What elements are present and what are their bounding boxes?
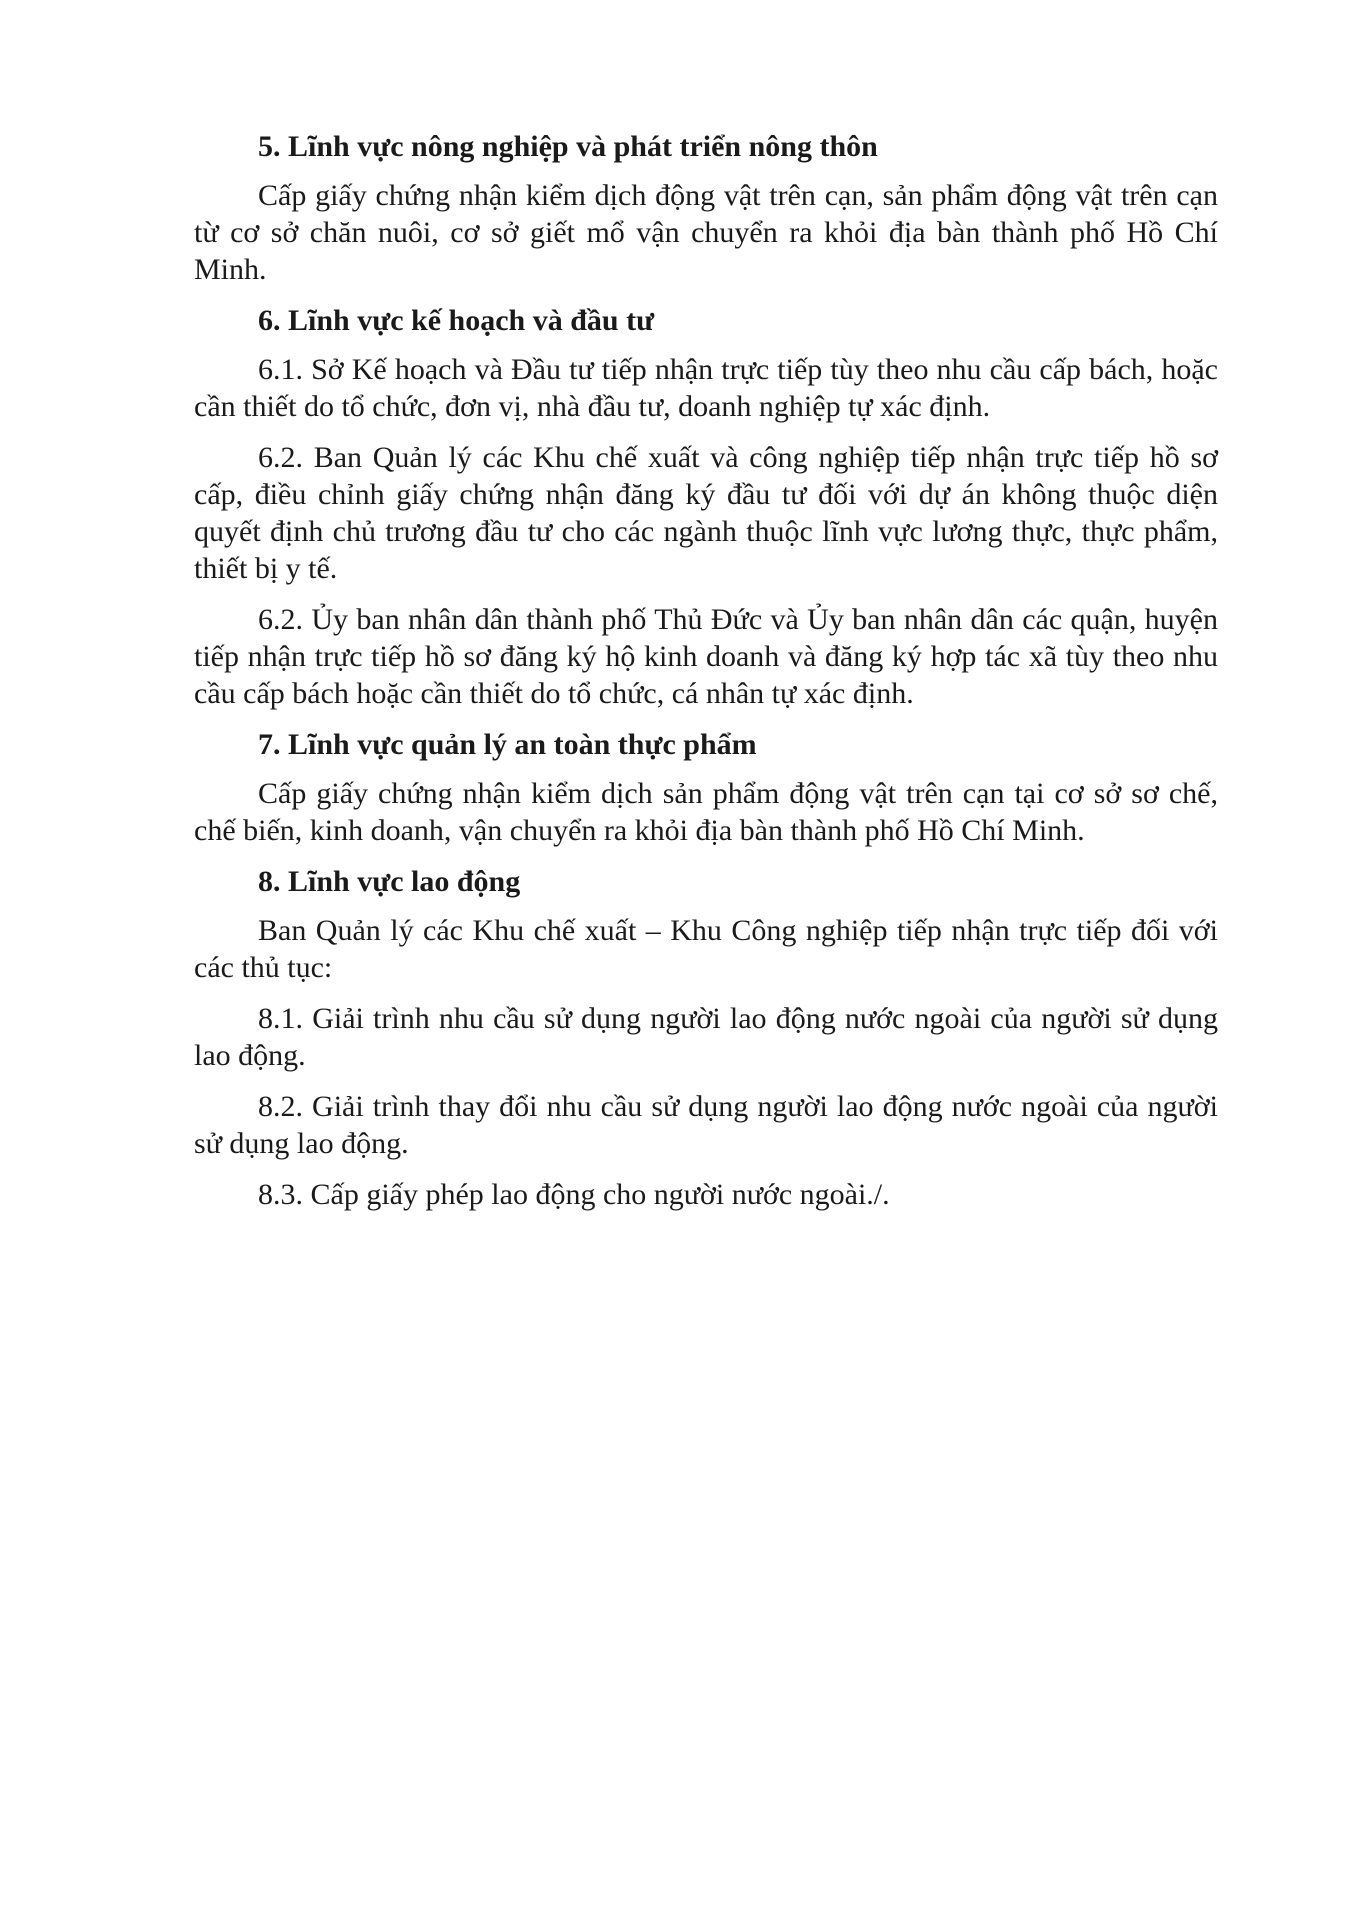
paragraph: 6.1. Sở Kế hoạch và Đầu tư tiếp nhận trực tiếp tùy theo nhu cầu cấp bách, hoặc cần thiết do tổ chức, đơn vị, nhà đầu tư, doanh nghiệp tự xác định.	[194, 353, 1218, 423]
document-page	[194, 128, 1218, 1227]
section-heading: 7. Lĩnh vực quản lý an toàn thực phẩm	[258, 728, 757, 761]
section-heading: 8. Lĩnh vực lao động	[258, 865, 521, 898]
section-planning-investment	[194, 302, 1218, 712]
paragraph: 6.2. Ban Quản lý các Khu chế xuất và công nghiệp tiếp nhận trực tiếp hồ sơ cấp, điều chỉnh giấy chứng nhận đăng ký đầu tư đối với dự án không thuộc diện quyết định chủ trương đầu tư cho các ngành thuộc lĩnh vực lương thực, thực phẩm, thiết bị y tế.	[194, 441, 1218, 585]
section-heading: 5. Lĩnh vực nông nghiệp và phát triển nông thôn	[258, 130, 878, 163]
paragraph: 8.1. Giải trình nhu cầu sử dụng người lao động nước ngoài của người sử dụng lao động.	[194, 1002, 1218, 1072]
section-heading: 6. Lĩnh vực kế hoạch và đầu tư	[258, 304, 655, 337]
paragraph: Cấp giấy chứng nhận kiểm dịch động vật trên cạn, sản phẩm động vật trên cạn từ cơ sở chăn nuôi, cơ sở giết mổ vận chuyển ra khỏi địa bàn thành phố Hồ Chí Minh.	[194, 179, 1218, 286]
section-food-safety	[194, 726, 1218, 849]
paragraph: 8.2. Giải trình thay đổi nhu cầu sử dụng người lao động nước ngoài của người sử dụng lao động.	[194, 1090, 1218, 1160]
paragraph: Ban Quản lý các Khu chế xuất – Khu Công nghiệp tiếp nhận trực tiếp đối với các thủ tục:	[194, 914, 1218, 984]
section-labor	[194, 863, 1218, 1213]
section-agriculture	[194, 128, 1218, 288]
paragraph: 8.3. Cấp giấy phép lao động cho người nước ngoài./.	[258, 1178, 890, 1211]
paragraph: Cấp giấy chứng nhận kiểm dịch sản phẩm động vật trên cạn tại cơ sở sơ chế, chế biến, kinh doanh, vận chuyển ra khỏi địa bàn thành phố Hồ Chí Minh.	[194, 777, 1218, 847]
paragraph: 6.2. Ủy ban nhân dân thành phố Thủ Đức và Ủy ban nhân dân các quận, huyện tiếp nhận trực tiếp hồ sơ đăng ký hộ kinh doanh và đăng ký hợp tác xã tùy theo nhu cầu cấp bách hoặc cần thiết do tổ chức, cá nhân tự xác định.	[194, 603, 1218, 710]
